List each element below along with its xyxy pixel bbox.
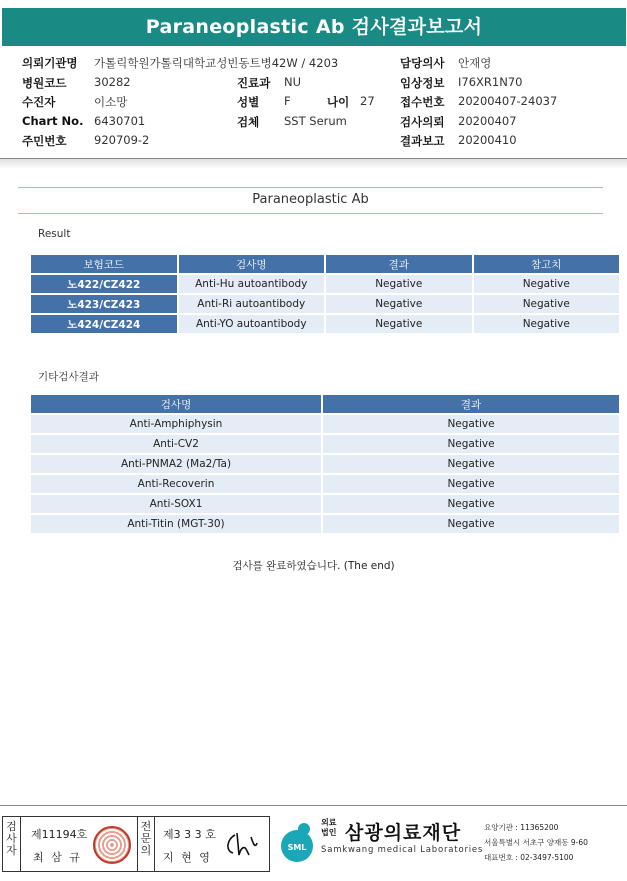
other-tests-label: 기타검사결과 [38,371,99,383]
signature-image [223,829,259,859]
table-row [31,415,619,433]
other-tests-table [29,393,621,535]
org-address: 서울특별시 서초구 양재동 9-60 [484,838,588,847]
test-name-cell: Anti-PNMA2 (Ma2/Ta) [31,455,321,473]
hospital-code-value: 30282 [94,74,131,89]
result-cell: Negative [326,315,472,333]
request-date-label: 검사의뢰 [400,114,445,129]
hospital-code-label: 병원코드 [22,75,67,90]
examinee-value: 이소망 [94,95,128,109]
official-seal [93,826,131,864]
reference-cell: Negative [474,295,620,313]
age-label: 나이 [327,95,350,109]
reference-cell: Negative [474,275,620,293]
table-row [31,315,619,333]
department-label: 진료과 [237,75,271,90]
signature-box [2,816,270,872]
result-cell: Negative [326,295,472,313]
header-reference: 참고치 [474,255,620,273]
header-shadow [0,159,627,169]
section-title: Paraneoplastic Ab [252,192,369,207]
chart-no-label: Chart No. [22,113,84,128]
other-header-row [31,395,619,413]
header-result: 결과 [326,255,472,273]
examiner-license: 제11194호 [31,828,88,841]
test-name-cell: Anti-Amphiphysin [31,415,321,433]
result-cell: Negative [323,435,619,453]
table-row [31,455,619,473]
insurance-code-cell: 노422/CZ422 [31,275,177,293]
specialist-label: 전문의 [137,817,155,871]
request-date-value: 20200407 [458,113,517,128]
test-name-cell: Anti-Titin (MGT-30) [31,515,321,533]
result-table [29,253,621,335]
test-name-cell: Anti-SOX1 [31,495,321,513]
patient-info [22,55,622,153]
section-bottom-line [18,213,603,214]
result-cell: Negative [323,415,619,433]
examiner-label: 검사자 [3,817,21,871]
specialist-license: 제3 3 3 호 [163,828,216,841]
org-code: 요양기관 : 11365200 [484,823,559,832]
doctor-value: 안재영 [458,56,492,70]
sex-value: F [284,94,291,108]
org-prefix-1: 외료 [321,818,337,827]
result-cell: Negative [323,495,619,513]
result-header-row [31,255,619,273]
test-name-cell: Anti-Recoverin [31,475,321,493]
resident-no-value: 920709-2 [94,133,150,147]
test-name-cell: Anti-Hu autoantibody [179,275,325,293]
table-row [31,435,619,453]
clinical-info-label: 임상정보 [400,75,445,90]
table-row [31,295,619,313]
specimen-label: 검체 [237,114,260,129]
org-name-en: Samkwang medical Laboratories [321,845,484,855]
institution-value: 가톨릭학원가톨릭대학교성빈동트병42W / 4203 [94,56,339,70]
doctor-label: 담당의사 [400,56,445,70]
receipt-no-value: 20200407-24037 [458,94,558,108]
report-date-value: 20200410 [458,133,517,147]
org-prefix-2: 법인 [321,828,337,837]
examiner-name: 최 삼 규 [33,851,82,864]
table-row [31,495,619,513]
report-date-label: 결과보고 [400,134,445,148]
logo-text: SML [287,843,307,852]
footer-divider [0,805,627,806]
result-label: Result [38,228,71,240]
age-value: 27 [360,94,375,108]
header-test-name: 검사명 [179,255,325,273]
insurance-code-cell: 노424/CZ424 [31,315,177,333]
org-name: 삼광의료재단 [345,822,462,844]
test-name-cell: Anti-CV2 [31,435,321,453]
resident-no-label: 주민번호 [22,134,67,148]
department-value: NU [284,74,302,89]
insurance-code-cell: 노423/CZ423 [31,295,177,313]
org-phone: 대표번호 : 02-3497-5100 [484,853,574,862]
table-row [31,275,619,293]
chart-no-value: 6430701 [94,113,146,128]
header-result: 결과 [323,395,619,413]
clinical-info-value: I76XR1N70 [458,74,523,89]
result-cell: Negative [326,275,472,293]
specimen-value: SST Serum [284,113,347,128]
report-title: Paraneoplastic Ab 검사결과보고서 [2,8,626,46]
sml-logo-icon [276,820,318,864]
org-prefix [321,818,336,838]
result-cell: Negative [323,455,619,473]
header-insurance-code: 보험코드 [31,255,177,273]
sex-label: 성별 [237,95,260,109]
examinee-label: 수진자 [22,95,56,109]
section-top-line [18,187,603,188]
result-cell: Negative [323,515,619,533]
table-row [31,475,619,493]
test-name-cell: Anti-YO autoantibody [179,315,325,333]
specialist-name: 지 현 영 [163,851,212,864]
reference-cell: Negative [474,315,620,333]
end-note: 검사를 완료하였습니다. (The end) [232,560,395,572]
result-cell: Negative [323,475,619,493]
test-name-cell: Anti-Ri autoantibody [179,295,325,313]
table-row [31,515,619,533]
header-test-name: 검사명 [31,395,321,413]
institution-label: 의뢰기관명 [22,56,78,70]
receipt-no-label: 접수번호 [400,95,445,109]
